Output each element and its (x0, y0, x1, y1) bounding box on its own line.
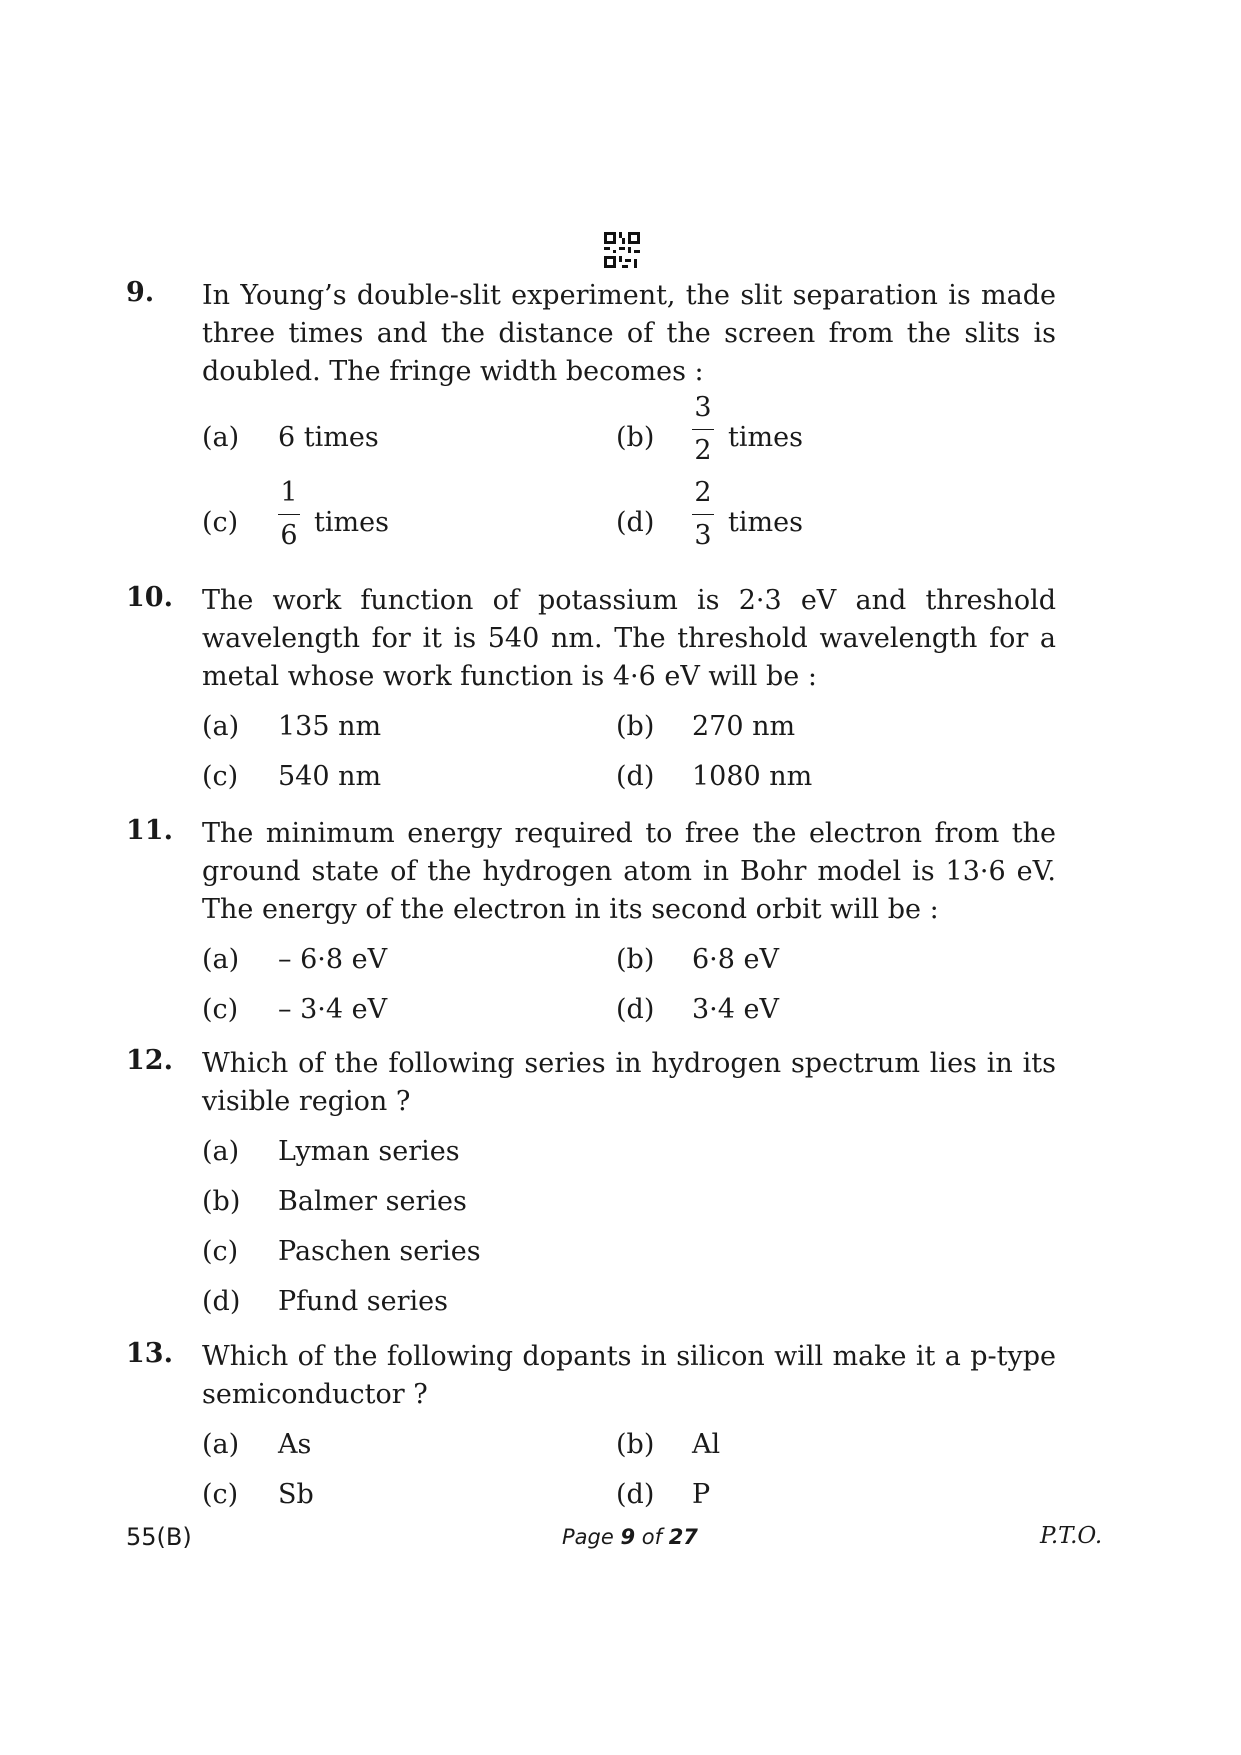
option-label: (c) (202, 1236, 239, 1267)
question-number: 12. (126, 1045, 173, 1076)
option-value: – 3·4 eV (278, 994, 388, 1025)
fraction-denominator: 6 (280, 520, 298, 551)
question-text: In Young’s double-slit experiment, the slit separation is made three times and the distance of the screen from the slits is doubled. The fringe width becomes : (202, 280, 1056, 387)
question-number: 11. (126, 815, 173, 846)
fraction (278, 474, 300, 555)
fraction-denominator: 3 (694, 520, 712, 551)
question-text: Which of the following series in hydrogen spectrum lies in its visible region ? (202, 1048, 1056, 1117)
option-value: Balmer series (278, 1186, 467, 1217)
question-9 (126, 277, 1056, 567)
fraction-numerator: 1 (280, 477, 298, 508)
option-label: (c) (202, 507, 239, 538)
option-value: 3·4 eV (692, 994, 779, 1025)
option-label: (b) (616, 422, 655, 453)
page-of: of (635, 1525, 669, 1549)
page-number (562, 1525, 698, 1549)
question-10 (126, 582, 1056, 802)
question-number: 9. (126, 277, 155, 308)
option-value: Al (692, 1429, 721, 1460)
question-number: 10. (126, 582, 173, 613)
option-value: times (314, 507, 389, 538)
page-current: 9 (620, 1525, 636, 1549)
option-value: times (728, 507, 803, 538)
option-label: (a) (202, 1136, 240, 1167)
option-value: times (728, 422, 803, 453)
option-label: (d) (616, 507, 655, 538)
option-label: (c) (202, 994, 239, 1025)
paper-code: 55(B) (126, 1523, 192, 1551)
fraction-denominator: 2 (694, 435, 712, 466)
question-text: The work function of potassium is 2·3 eV and threshold wavelength for it is 540 nm. The threshold wavelength for a metal whose work function is 4·6 eV will be : (202, 585, 1056, 692)
option-label: (a) (202, 422, 240, 453)
question-11 (126, 815, 1056, 1035)
pto-label: P.T.O. (1040, 1523, 1103, 1549)
question-13 (126, 1338, 1056, 1528)
option-label: (b) (616, 711, 655, 742)
option-label: (a) (202, 711, 240, 742)
fraction-numerator: 2 (694, 477, 712, 508)
option-value: 6·8 eV (692, 944, 779, 975)
option-label: (a) (202, 1429, 240, 1460)
fraction (692, 474, 714, 555)
option-label: (b) (616, 1429, 655, 1460)
option-value: P (692, 1479, 711, 1510)
option-value: 1080 nm (692, 761, 813, 792)
question-number: 13. (126, 1338, 173, 1369)
fraction-bar (692, 514, 714, 515)
option-value: Sb (278, 1479, 314, 1510)
page-total: 27 (668, 1525, 698, 1549)
option-value: As (278, 1429, 312, 1460)
option-value: Lyman series (278, 1136, 460, 1167)
option-label: (a) (202, 944, 240, 975)
fraction-bar (692, 429, 714, 430)
question-text: The minimum energy required to free the electron from the ground state of the hydrogen atom in Bohr model is 13·6 eV. The energy of the electron in its second orbit will be : (202, 818, 1056, 925)
option-value: Paschen series (278, 1236, 481, 1267)
option-value: 270 nm (692, 711, 796, 742)
fraction-numerator: 3 (694, 392, 712, 423)
fraction-bar (278, 514, 300, 515)
option-label: (d) (616, 761, 655, 792)
option-label: (b) (202, 1186, 241, 1217)
page-prefix: Page (562, 1525, 621, 1549)
question-text: Which of the following dopants in silicon will make it a p-type semiconductor ? (202, 1341, 1056, 1410)
fraction (692, 389, 714, 470)
question-12 (126, 1045, 1056, 1325)
qr-code-icon (604, 232, 640, 268)
option-label: (c) (202, 1479, 239, 1510)
option-value: 6 times (278, 422, 379, 453)
option-label: (c) (202, 761, 239, 792)
option-label: (d) (616, 994, 655, 1025)
option-value: Pfund series (278, 1286, 449, 1317)
option-label: (b) (616, 944, 655, 975)
option-value: – 6·8 eV (278, 944, 388, 975)
option-value: 540 nm (278, 761, 382, 792)
option-value: 135 nm (278, 711, 382, 742)
option-label: (d) (202, 1286, 241, 1317)
option-label: (d) (616, 1479, 655, 1510)
